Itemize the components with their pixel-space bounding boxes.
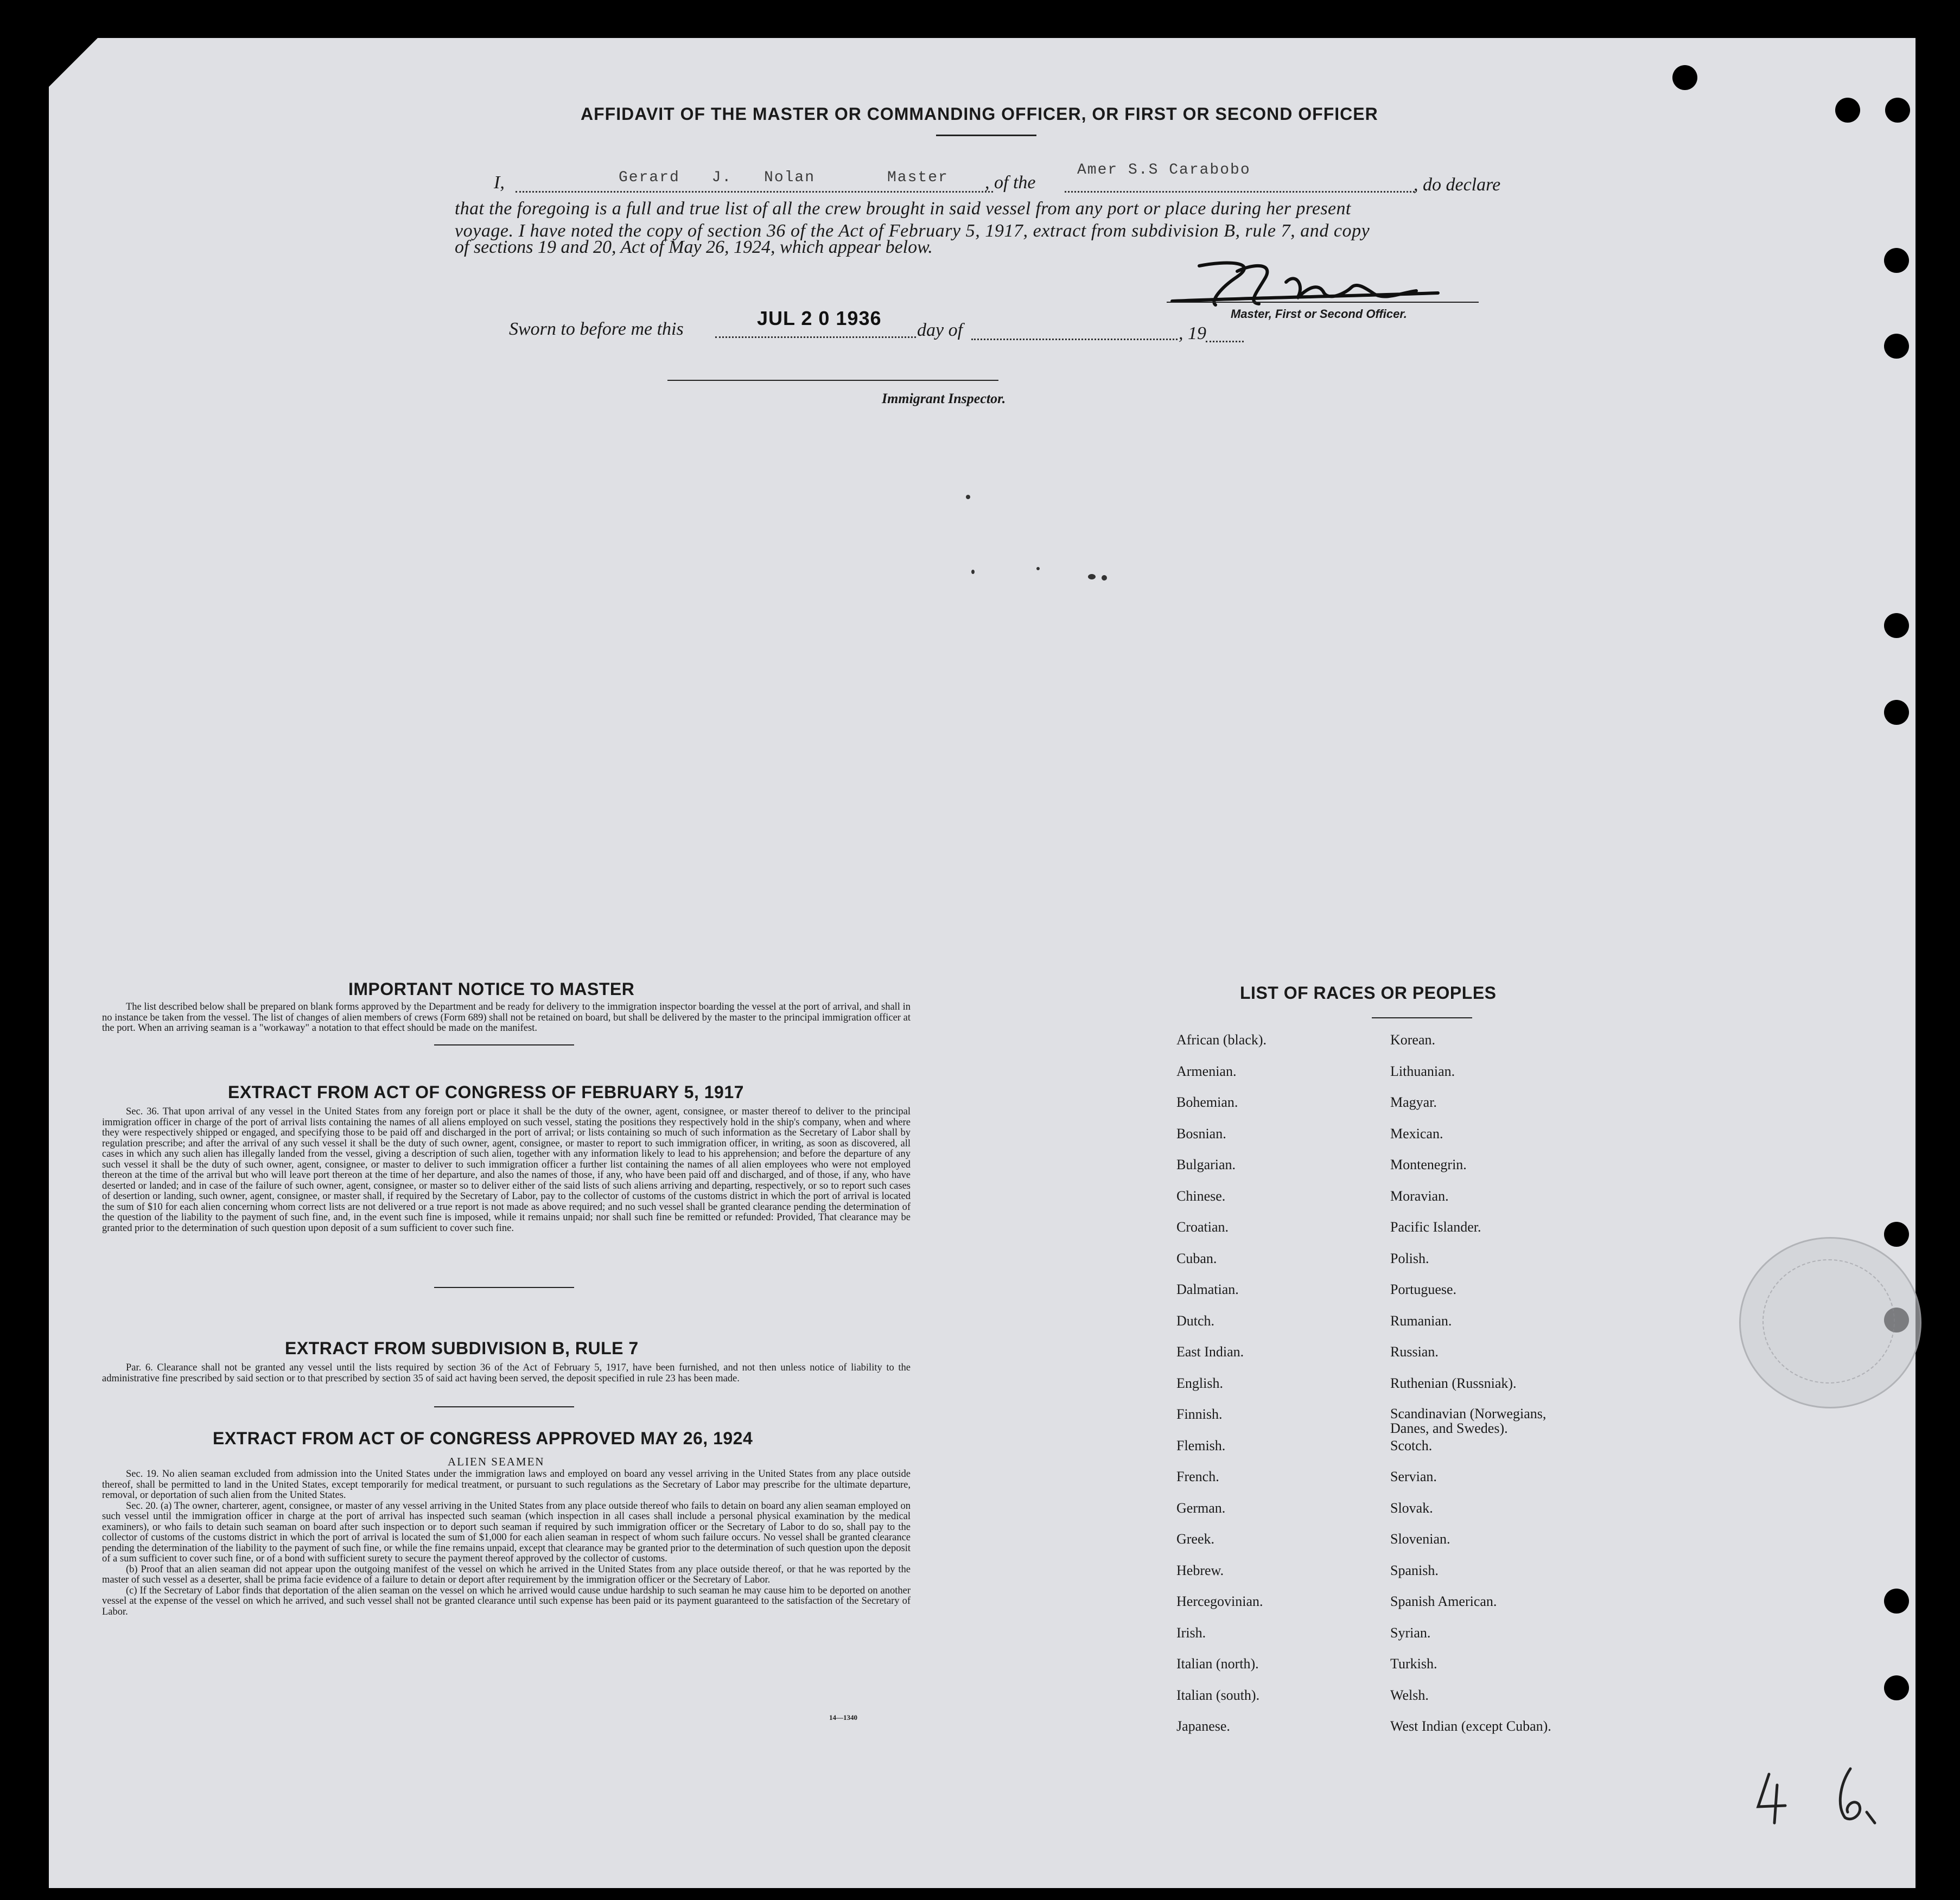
race-item: Bohemian. bbox=[1176, 1094, 1238, 1110]
form-number: 14—1340 bbox=[829, 1713, 857, 1722]
sworn-label: Sworn to before me this bbox=[509, 319, 684, 339]
race-item: Servian. bbox=[1390, 1469, 1437, 1484]
ink-speck bbox=[1036, 567, 1040, 570]
ink-speck bbox=[1088, 574, 1096, 579]
race-item: Slovak. bbox=[1390, 1500, 1433, 1516]
section-19: Sec. 19. No alien seaman excluded from admission into the United States under the immigration laws and employed on board any vessel arriving in the United States from any place outside thereof, shall be permitted to land in the United States, except temporarily for medical treatment, or pursuant to such regulations as the Secretary of Labor may prescribe for the ultimate departure, removal, or deportation of such alien from the United States. bbox=[102, 1469, 911, 1501]
ink-speck bbox=[1102, 575, 1107, 581]
race-item: French. bbox=[1176, 1469, 1219, 1484]
stamp-date: JUL 2 0 1936 bbox=[757, 307, 882, 329]
notice-heading: IMPORTANT NOTICE TO MASTER bbox=[348, 979, 635, 999]
seal-inner-ring bbox=[1762, 1259, 1895, 1383]
race-item: Ruthenian (Russniak). bbox=[1390, 1375, 1517, 1391]
day-of-line bbox=[971, 339, 1178, 340]
title-rule bbox=[936, 135, 1036, 136]
race-item: Mexican. bbox=[1390, 1125, 1443, 1142]
race-item: Dalmatian. bbox=[1176, 1281, 1239, 1297]
rule7-rule bbox=[434, 1406, 574, 1407]
year-line bbox=[1206, 341, 1244, 342]
punch-hole bbox=[1884, 1589, 1909, 1614]
extract-1924-heading: EXTRACT FROM ACT OF CONGRESS APPROVED MAY 26, 1924 bbox=[213, 1429, 753, 1448]
punch-hole bbox=[1884, 1222, 1909, 1247]
race-item: Finnish. bbox=[1176, 1406, 1223, 1422]
race-item: English. bbox=[1176, 1375, 1223, 1391]
punch-hole bbox=[1884, 613, 1909, 638]
race-item: Italian (north). bbox=[1176, 1656, 1259, 1672]
extract-1917-rule bbox=[434, 1287, 574, 1288]
race-item: Moravian. bbox=[1390, 1188, 1449, 1204]
signature-label: Master, First or Second Officer. bbox=[1231, 307, 1407, 321]
affidavit-i: I, bbox=[494, 173, 505, 193]
race-item: Portuguese. bbox=[1390, 1281, 1457, 1297]
race-item: Bosnian. bbox=[1176, 1125, 1226, 1142]
race-item: Spanish American. bbox=[1390, 1593, 1497, 1609]
race-item: German. bbox=[1176, 1500, 1226, 1516]
race-item: Scandinavian (Norwegians, Danes, and Swedes). bbox=[1390, 1406, 1547, 1436]
section-20b: (b) Proof that an alien seaman did not appear upon the outgoing manifest of the vessel on which he arrived in the United States from any place outside thereof, or that he was reported by the master of such vessel as a deserter, shall be prima facie evidence of a failure to detain or deport after requirement by the immigration officer or the Secretary of Labor. bbox=[102, 1564, 911, 1585]
master-signature bbox=[1167, 255, 1492, 315]
of-the-label: , of the bbox=[985, 173, 1036, 193]
affidavit-line-3: voyage. I have noted the copy of section 36 of the Act of February 5, 1917, extract from subdivision B, rule 7, and copy bbox=[455, 221, 1370, 241]
embossed-seal bbox=[1739, 1237, 1921, 1408]
race-item: Spanish. bbox=[1390, 1562, 1439, 1578]
race-item: Croatian. bbox=[1176, 1219, 1229, 1235]
punch-hole bbox=[1884, 334, 1909, 359]
race-item: Bulgarian. bbox=[1176, 1157, 1236, 1172]
year-label: , 19 bbox=[1179, 323, 1206, 343]
race-item: Dutch. bbox=[1176, 1312, 1215, 1329]
race-item: Scotch. bbox=[1390, 1437, 1433, 1453]
punch-hole bbox=[1885, 98, 1910, 123]
punch-hole bbox=[1672, 65, 1697, 90]
section-20c: (c) If the Secretary of Labor finds that deportation of the alien seaman on the vessel on which he arrived would cause undue hardship to such seaman he may cause him to be deported on another vessel at the expense of the vessel on which he arrived, and such vessel shall not be granted clearance until such expense has been paid or its payment guaranteed to the satisfaction of the Secretary of Labor. bbox=[102, 1585, 911, 1617]
race-item: West Indian (except Cuban). bbox=[1390, 1718, 1551, 1734]
affidavit-title: AFFIDAVIT OF THE MASTER OR COMMANDING OFFICER, OR FIRST OR SECOND OFFICER bbox=[581, 104, 1378, 124]
race-item: Irish. bbox=[1176, 1624, 1206, 1641]
race-item: Greek. bbox=[1176, 1531, 1215, 1547]
races-heading: LIST OF RACES OR PEOPLES bbox=[1240, 983, 1497, 1003]
inspector-signature-line bbox=[667, 380, 998, 381]
rule7-text: Par. 6. Clearance shall not be granted any vessel until the lists required by section 36 of the Act of February 5, 1917, have been furnished, and not then unless notice of liability to the administrative fine prescribed by said section or to that prescribed by section 35 of said act having been served, the deposit specified in rule 23 has been made. bbox=[102, 1362, 911, 1384]
race-item: Japanese. bbox=[1176, 1718, 1230, 1734]
race-item: Hebrew. bbox=[1176, 1562, 1224, 1578]
extract-1917-text: Sec. 36. That upon arrival of any vessel in the United States from any foreign port or place it shall be the duty of the owner, agent, consignee, or master thereof to deliver to the principal immigration officer in charge of the port of arrival lists containing the names of all aliens employed on such vessel, stating the positions they respectively hold in the ship's company, when and where they were respectively shipped or engaged, and specifying those to be paid off and discharged in the port of arrival; or lists containing so much of such information as the Secretary of Labor shall by regulation prescribe; and after the arrival of any such vessel it shall be the duty of such owner, agent, consignee, or master to report to such immigration officer, in writing, as soon as discovered, all cases in which any such alien has illegally landed from the vessel, giving a description of such alien, together with any information likely to lead to his apprehension; and before the departure of any such vessel it shall be the duty of such owner, agent, consignee, or master to deliver to such immigration officer a further list containing the names of all alien employees who were not employed thereon at the time of the arrival but who will leave port thereon at the time of her departure, and also the names of those, if any, who have been paid off and discharged, and of those, if any, who have deserted or landed; and in case of the failure of such owner, agent, consignee, or master so to deliver either of the said lists of such aliens arriving and departing, respectively, or so to report such cases of desertion or landing, such owner, agent, consignee, or master shall, if required by the Secretary of Labor, pay to the collector of customs of the customs district in which the port of arrival is located the sum of $10 for each alien concerning whom correct lists are not delivered or a true report is not made as above required; and no such vessel shall be granted clearance pending the determination of the question of the liability to the payment of such fine, and, in the event such fine is imposed, while it remains unpaid; nor shall such fine be remitted or refunded: Provided, That clearance may be granted prior to the determination of such question upon deposit of a sum sufficient to cover such fine. bbox=[102, 1106, 911, 1234]
rule7-heading: EXTRACT FROM SUBDIVISION B, RULE 7 bbox=[285, 1338, 639, 1358]
extract-1924-text bbox=[102, 1469, 911, 1617]
notice-rule bbox=[434, 1044, 574, 1045]
vessel-line bbox=[1065, 191, 1415, 193]
do-declare-label: , do declare bbox=[1414, 175, 1501, 195]
inspector-label: Immigrant Inspector. bbox=[882, 391, 1006, 406]
race-item: Rumanian. bbox=[1390, 1312, 1452, 1329]
races-col-2 bbox=[1390, 1032, 1586, 1750]
races-col-1 bbox=[1176, 1032, 1267, 1750]
race-item: African (black). bbox=[1176, 1032, 1267, 1048]
race-item: Magyar. bbox=[1390, 1094, 1437, 1110]
race-item: Hercegovinian. bbox=[1176, 1593, 1263, 1609]
alien-seamen-subheading: ALIEN SEAMEN bbox=[448, 1455, 545, 1468]
race-item: Chinese. bbox=[1176, 1188, 1226, 1204]
handwritten-corner-mark bbox=[1747, 1763, 1910, 1839]
race-item: Italian (south). bbox=[1176, 1687, 1260, 1703]
race-item: Russian. bbox=[1390, 1344, 1439, 1360]
race-item: Lithuanian. bbox=[1390, 1063, 1455, 1079]
day-of-label: day of bbox=[917, 320, 963, 340]
punch-hole bbox=[1884, 1675, 1909, 1700]
race-item: Turkish. bbox=[1390, 1656, 1437, 1672]
race-item: Welsh. bbox=[1390, 1687, 1429, 1703]
race-item: Polish. bbox=[1390, 1250, 1429, 1266]
race-item: Montenegrin. bbox=[1390, 1157, 1467, 1172]
punch-hole bbox=[1884, 248, 1909, 273]
section-20a: Sec. 20. (a) The owner, charterer, agent, consignee, or master of any vessel arriving in the United States from any place outside thereof who fails to detain on board any alien seaman employed on such vessel until the immigration officer in charge at the port of arrival has inspected such seaman (which inspection in all cases shall include a personal physical examination by the medical examiners), or who fails to detain such seaman on board after such inspection or to deport such seaman if required by such immigration officer or the Secretary of Labor to do so, shall pay to the collector of customs of the customs district in which the port of arrival is located the sum of $1,000 for each alien seaman in respect of whom such failure occurs. No vessel shall be granted clearance pending the determination of the liability to the payment of such fine, or while the fine remains unpaid, except that clearance may be granted prior to the determination of such question upon the deposit of a sum sufficient to cover such fine, or of a bond with sufficient surety to secure the payment thereof approved by the collector of customs. bbox=[102, 1500, 911, 1564]
vessel-name: Amer S.S Carabobo bbox=[1077, 162, 1251, 178]
affidavit-line-2: that the foregoing is a full and true list of all the crew brought in said vessel from any port or place during her present bbox=[455, 199, 1351, 219]
affidavit-line-4: of sections 19 and 20, Act of May 26, 1924, which appear below. bbox=[455, 237, 933, 257]
master-name-line bbox=[516, 191, 993, 193]
signature-line bbox=[1167, 302, 1479, 303]
ink-speck bbox=[966, 495, 970, 499]
race-item: East Indian. bbox=[1176, 1344, 1244, 1360]
punch-hole bbox=[1835, 98, 1860, 123]
folded-corner bbox=[49, 38, 98, 87]
extract-1917-heading: EXTRACT FROM ACT OF CONGRESS OF FEBRUARY 5, 1917 bbox=[228, 1082, 744, 1102]
sworn-date-line bbox=[715, 336, 916, 338]
race-item: Flemish. bbox=[1176, 1437, 1226, 1453]
race-item: Armenian. bbox=[1176, 1063, 1237, 1079]
race-item: Korean. bbox=[1390, 1032, 1436, 1048]
punch-hole bbox=[1884, 700, 1909, 725]
race-item: Cuban. bbox=[1176, 1250, 1217, 1266]
notice-text: The list described below shall be prepared on blank forms approved by the Department and be ready for delivery to the immigration inspector boarding the vessel at the port of arrival, and shall in no instance be taken from the vessel. The list of changes of alien members of crews (Form 689) shall not be retained on board, but shall be delivered by the master to the principal immigration officer at the port. When an arriving seaman is a "workaway" a notation to that effect should be made on the manifest. bbox=[102, 1002, 911, 1034]
race-item: Slovenian. bbox=[1390, 1531, 1450, 1547]
master-name: Gerard J. Nolan bbox=[619, 169, 816, 186]
race-item: Pacific Islander. bbox=[1390, 1219, 1481, 1235]
races-rule bbox=[1372, 1017, 1472, 1018]
master-rank: Master bbox=[887, 169, 949, 186]
race-item: Syrian. bbox=[1390, 1624, 1431, 1641]
ink-speck bbox=[971, 570, 975, 574]
